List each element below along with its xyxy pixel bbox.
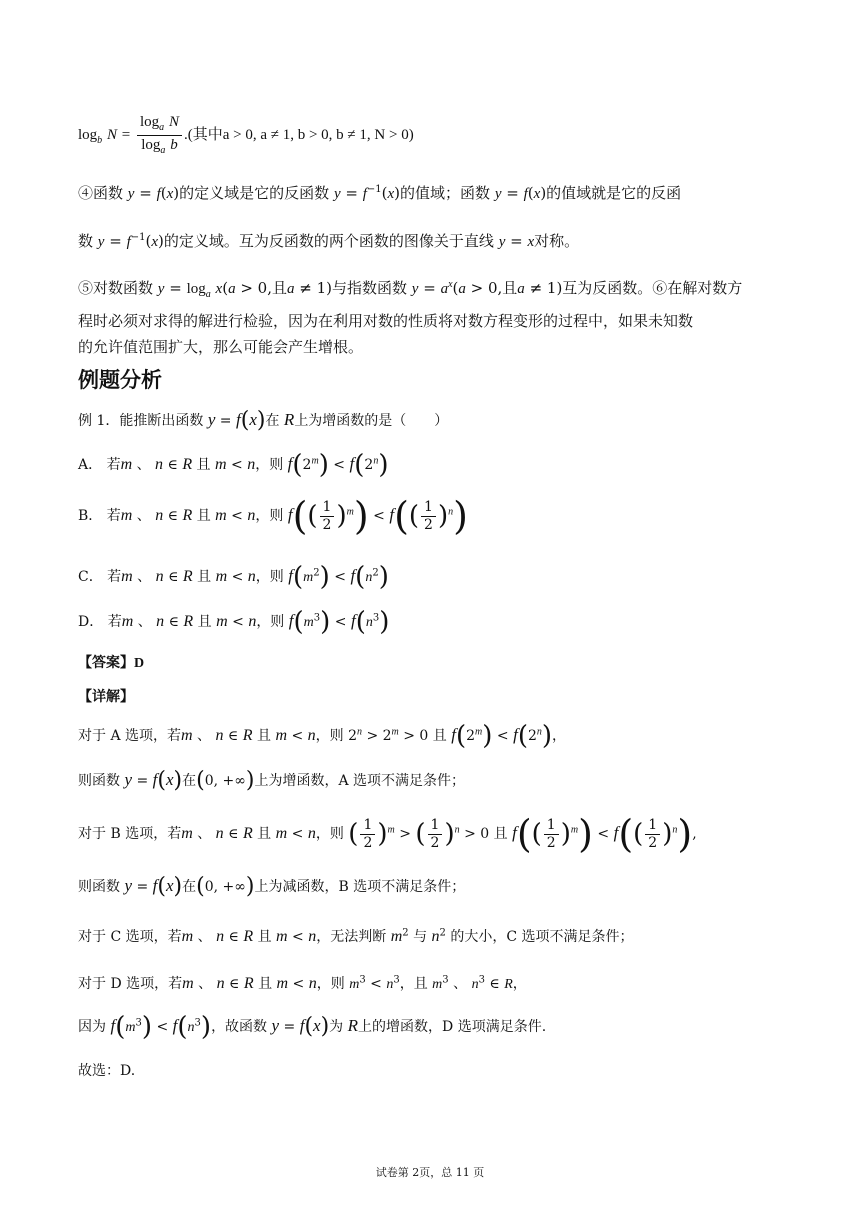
option-a: A． 若m 、 n ∈ R 且 m < n，则 $f(2^m) < f(2^n)$ [78,450,389,480]
detail-a-line1: 对于 A 选项，若m 、 n ∈ R 且 m < n，则 $2^n > 2^m > 0$ 且 $f(2^m) < f(2^n)$， [78,721,567,751]
option-c: C． 若m 、 n ∈ R 且 m < n，则 $f(m^2) < f(n^2)$ [78,562,389,592]
detail-b-line2: 则函数 y = f(x)在(0, +∞)上为减函数，B 选项不满足条件； [78,874,466,899]
page-footer: 试卷第 2页，总 11 页 [375,1166,485,1179]
detail-d-line2: 因为 $f(m^3) < f(n^3)$，故函数 y = f(x)为 R上的增函数，D 选项满足条件. [78,1012,547,1042]
detail-a-line2: 则函数 y = f(x)在(0, +∞)上为增函数，A 选项不满足条件； [78,768,466,793]
detail-label: 【详解】 [78,689,134,705]
inverse-function-paragraph: ④函数 y = f(x)的定义域是它的反函数 $y = f^{-1}(x)$的值域；函数 y = f(x)的值域就是它的反函 [78,184,682,202]
detail-d-line1: 对于 D 选项，若m 、 n ∈ R 且 m < n，则 $m^3 < n^3$，且 $m^3$ 、 $n^3$ ∈ R， [78,974,527,992]
option-b: B． 若m 、 n ∈ R 且 m < n，则 f(( $\frac{1}{2}$ )$^m$) < f(( $\frac{1}{2}$ )$^n$) [78,494,468,539]
conclusion: 故选：D. [78,1063,136,1079]
log-exp-paragraph: ⑤对数函数 $y = \log_a x(a > 0$,且a ≠ 1)与指数函数 $y = a^x(a > 0$,且a ≠ 1)互为反函数。⑥在解对数方 程时必须对求得的解进行检验，因为在利用对数的性质将对数方程变形的过程中，如果未知数 的允许值范围扩大，那么可能会产生增根。 [78,279,743,356]
formula-note: .(其中a > 0, a ≠ 1, b > 0, b ≠ 1, N > 0) [183,127,414,143]
detail-b-line1: 对于 B 选项，若m 、 n ∈ R 且 m < n，则 ( $\frac{1}{2}$ )$^m$ > ( $\frac{1}{2}$ )$^n$ > 0 且 f(( $\frac{1}{2}$ )$^m$) < f(( $\frac{1}{2}$ )$^n$), [78,812,697,857]
option-d: D． 若m 、 n ∈ R 且 m < n，则 $f(m^3) < f(n^3)$ [78,607,390,637]
section-title: 例题分析 [78,368,162,392]
detail-c: 对于 C 选项，若m 、 n ∈ R 且 m < n，无法判断 $m^2$ 与 $n^2$ 的大小，C 选项不满足条件； [78,927,634,945]
change-of-base-formula: $\log_b N$ = $\frac{\log_a N}{\log_a b}$ .(其中a > 0, a ≠ 1, b > 0, b ≠ 1, N > 0) [78,114,414,156]
answer: 【答案】D [78,655,145,671]
question-stem: 例 1．能推断出函数 y = f(x)在 R上为增函数的是（ ） [78,408,449,433]
